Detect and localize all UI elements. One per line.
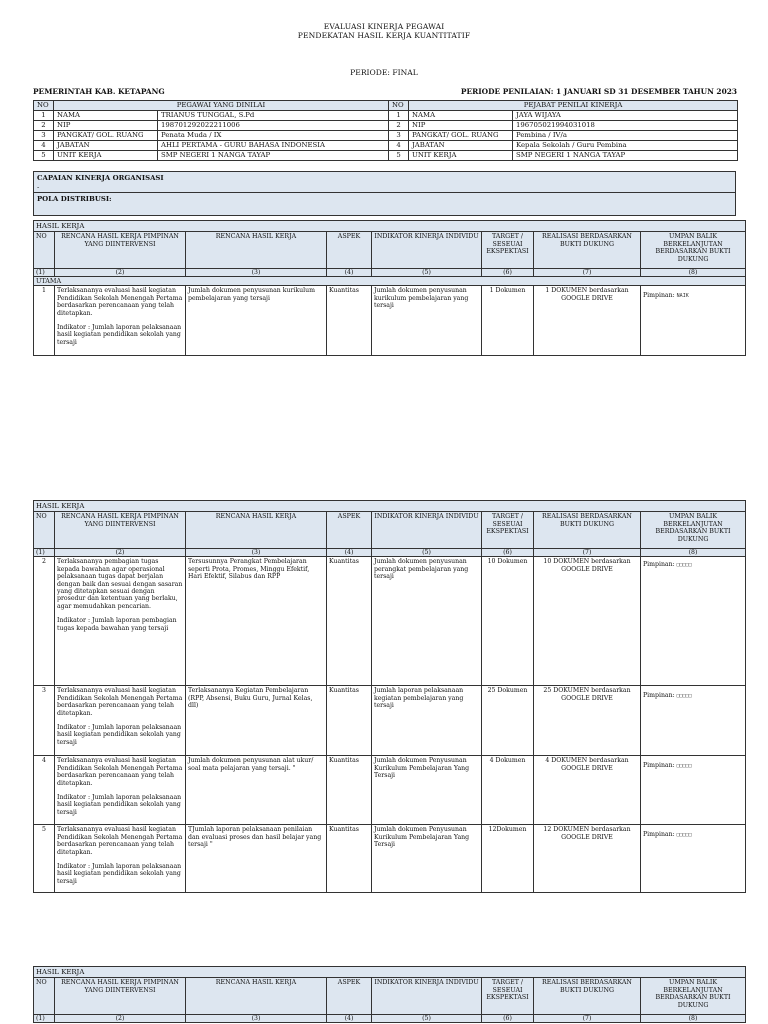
row-umpan-balik <box>641 825 746 893</box>
row-indikator: Jumlah dokumen penyusunan kurikulum pembelajaran yang tersaji <box>372 286 482 356</box>
pegawai-header: PEGAWAI YANG DINILAI <box>54 101 389 111</box>
col-number: (3) <box>186 549 327 557</box>
col-rhk-header: RENCANA HASIL KERJA <box>186 232 327 269</box>
pejabat-value: 196705021994031018 <box>513 121 738 131</box>
col-aspek-header: ASPEK <box>327 978 372 1015</box>
group-row-utama <box>34 277 746 286</box>
row-aspek: Kuantitas <box>327 825 372 893</box>
identity-label: JABATAN <box>54 141 158 151</box>
col-number: (2) <box>55 1015 186 1023</box>
row-rhk-pimpinan <box>55 825 186 893</box>
col-rhk-pimpinan-header: RENCANA HASIL KERJA PIMPINAN YANG DIINTERVENSI <box>55 978 186 1015</box>
col-realisasi-header: REALISASI BERDASARKAN BUKTI DUKUNG <box>534 512 641 549</box>
col-rhk-pimpinan-header: RENCANA HASIL KERJA PIMPINAN YANG DIINTERVENSI <box>55 232 186 269</box>
col-umpan-balik-header: UMPAN BALIK BERKELANJUTAN BERDASARKAN BUKTI DUKUNG <box>641 978 746 1015</box>
column-header-row <box>34 512 746 549</box>
instansi-label: PEMERINTAH KAB. KETAPANG <box>33 87 165 96</box>
identity-no: 1 <box>34 111 54 121</box>
row-indikator: Jumlah dokumen Penyusunan Kurikulum Pembelajaran Yang Tersaji <box>372 756 482 825</box>
feedback-value: □□□□□ <box>676 763 692 770</box>
identity-no: 3 <box>34 131 54 141</box>
col-number: (2) <box>55 269 186 277</box>
row-no: 3 <box>34 686 55 756</box>
row-rhk: Terlaksananya Kegiatan Pembelajaran (RPP, Absensi, Buku Guru, Jurnal Kelas, dll) <box>186 686 327 756</box>
col-no-header: NO <box>34 978 55 1015</box>
col-realisasi-header: REALISASI BERDASARKAN BUKTI DUKUNG <box>534 232 641 269</box>
table-row <box>34 286 746 356</box>
column-number-row <box>34 269 746 277</box>
col-number: (4) <box>327 269 372 277</box>
col-aspek-header: ASPEK <box>327 232 372 269</box>
col-indikator-header: INDIKATOR KINERJA INDIVIDU <box>372 232 482 269</box>
document-title: EVALUASI KINERJA PEGAWAI <box>323 22 445 31</box>
row-target: 10 Dokumen <box>482 557 534 686</box>
col-number: (6) <box>482 269 534 277</box>
col-no-header: NO <box>34 512 55 549</box>
pegawai-value: TRIANUS TUNGGAL, S.Pd <box>158 111 389 121</box>
row-indikator: Jumlah dokumen Penyusunan Kurikulum Pembelajaran Yang Tersaji <box>372 825 482 893</box>
col-number: (7) <box>534 1015 641 1023</box>
rhk-pimpinan-indikator: Indikator : Jumlah laporan pelaksanaan hasil kegiatan pendidikan sekolah yang tersaji <box>57 724 182 746</box>
table-row <box>34 756 746 825</box>
pola-distribusi-label: POLA DISTRIBUSI: <box>37 195 112 203</box>
pegawai-value: 198701292022211006 <box>158 121 389 131</box>
hasil-kerja-title-row <box>34 501 746 512</box>
col-rhk-pimpinan-header: RENCANA HASIL KERJA PIMPINAN YANG DIINTERVENSI <box>55 512 186 549</box>
column-header-row <box>34 978 746 1015</box>
feedback-label: Pimpinan: <box>643 762 675 770</box>
row-target: 1 Dokumen <box>482 286 534 356</box>
col-number: (1) <box>34 1015 55 1023</box>
pejabat-value: SMP NEGERI 1 NANGA TAYAP <box>513 151 738 161</box>
col-realisasi-header: REALISASI BERDASARKAN BUKTI DUKUNG <box>534 978 641 1015</box>
row-target: 25 Dokumen <box>482 686 534 756</box>
hasil-kerja-title: HASIL KERJA <box>34 501 746 512</box>
pegawai-value: SMP NEGERI 1 NANGA TAYAP <box>158 151 389 161</box>
identity-no: 4 <box>389 141 409 151</box>
row-rhk-pimpinan <box>55 686 186 756</box>
hasil-kerja-table <box>33 966 746 1023</box>
col-number: (4) <box>327 549 372 557</box>
capaian-kinerja-value: - <box>37 183 40 191</box>
identity-row <box>34 111 738 121</box>
row-umpan-balik <box>641 557 746 686</box>
row-no: 4 <box>34 756 55 825</box>
feedback-value: □□□□□ <box>676 693 692 700</box>
group-label-utama: UTAMA <box>34 277 746 286</box>
row-rhk-pimpinan <box>55 286 186 356</box>
row-no: 1 <box>34 286 55 356</box>
row-aspek: Kuantitas <box>327 686 372 756</box>
identity-no: 2 <box>34 121 54 131</box>
periode-label: PERIODE: FINAL <box>350 68 418 77</box>
col-number: (5) <box>372 1015 482 1023</box>
identity-header-row <box>34 101 738 111</box>
col-rhk-header: RENCANA HASIL KERJA <box>186 978 327 1015</box>
col-number: (4) <box>327 1015 372 1023</box>
identity-row <box>34 141 738 151</box>
col-number: (2) <box>55 549 186 557</box>
col-indikator-header: INDIKATOR KINERJA INDIVIDU <box>372 978 482 1015</box>
hasil-kerja-title: HASIL KERJA <box>34 967 746 978</box>
row-realisasi: 10 DOKUMEN berdasarkan GOOGLE DRIVE <box>534 557 641 686</box>
row-umpan-balik <box>641 686 746 756</box>
feedback-label: Pimpinan: <box>643 692 675 700</box>
col-number: (3) <box>186 269 327 277</box>
identity-label: UNIT KERJA <box>54 151 158 161</box>
hasil-kerja-table <box>33 220 746 356</box>
rhk-pimpinan-indikator: Indikator : Jumlah laporan pelaksanaan hasil kegiatan pendidikan sekolah yang tersaji <box>57 794 182 816</box>
row-rhk-pimpinan <box>55 557 186 686</box>
column-header-row <box>34 232 746 269</box>
hasil-kerja-title-row <box>34 967 746 978</box>
col-number: (1) <box>34 549 55 557</box>
rhk-pimpinan-indikator: Indikator : Jumlah laporan pembagian tugas kepada bawahan yang tersaji <box>57 617 177 632</box>
row-aspek: Kuantitas <box>327 286 372 356</box>
capaian-kinerja-box <box>33 171 736 216</box>
col-number: (5) <box>372 549 482 557</box>
row-rhk-pimpinan <box>55 756 186 825</box>
rhk-pimpinan-text: Terlaksananya pembagian tugas kepada bawahan agar operasional pelaksanaan tugas dapat berjalan dengan baik dan sesuai dengan sasaran yang ditetapkan sesuai dengan prosedur dan ketentuan yang berlaku, agar memudahkan pencarian. <box>57 558 183 610</box>
col-umpan-balik-header: UMPAN BALIK BERKELANJUTAN BERDASARKAN BUKTI DUKUNG <box>641 232 746 269</box>
row-indikator: Jumlah dokumen penyusunan perangkat pembelajaran yang tersaji <box>372 557 482 686</box>
document-header <box>0 22 768 40</box>
periode-penilaian-label: PERIODE PENILAIAN: 1 JANUARI SD 31 DESEMBER TAHUN 2023 <box>460 87 737 96</box>
identity-no-header-2: NO <box>389 101 409 111</box>
identity-label: UNIT KERJA <box>409 151 513 161</box>
pejabat-value: Kepala Sekolah / Guru Pembina <box>513 141 738 151</box>
row-realisasi: 4 DOKUMEN berdasarkan GOOGLE DRIVE <box>534 756 641 825</box>
col-number: (3) <box>186 1015 327 1023</box>
identity-label: NIP <box>54 121 158 131</box>
identity-label: PANGKAT/ GOL. RUANG <box>409 131 513 141</box>
pejabat-value: Pembina / IV/a <box>513 131 738 141</box>
rhk-pimpinan-indikator: Indikator : Jumlah laporan pelaksanaan hasil kegiatan pendidikan sekolah yang tersaji <box>57 324 182 346</box>
row-rhk: Tersusunnya Perangkat Pembelajaran seperti Prota, Promes, Minggu Efektif, Hari Efektif, Silabus dan RPP <box>186 557 327 686</box>
column-number-row <box>34 549 746 557</box>
identity-row <box>34 121 738 131</box>
col-number: (6) <box>482 1015 534 1023</box>
feedback-label: Pimpinan: <box>643 831 675 839</box>
col-no-header: NO <box>34 232 55 269</box>
row-rhk: TJumlah laporan pelaksanaan penilaian dan evaluasi proses dan hasil belajar yang tersaji " <box>186 825 327 893</box>
feedback-value: □□□□□ <box>676 562 692 569</box>
identity-row <box>34 131 738 141</box>
rhk-pimpinan-text: Terlaksananya evaluasi hasil kegiatan Pendidikan Sekolah Menengah Pertama berdasarkan perencanaan yang telah ditetapkan. <box>57 287 183 317</box>
capaian-kinerja-label: CAPAIAN KINERJA ORGANISASI <box>37 174 164 182</box>
identity-label: NAMA <box>54 111 158 121</box>
row-aspek: Kuantitas <box>327 557 372 686</box>
rhk-pimpinan-text: Terlaksananya evaluasi hasil kegiatan Pendidikan Sekolah Menengah Pertama berdasarkan perencanaan yang telah ditetapkan. <box>57 687 183 717</box>
col-number: (8) <box>641 269 746 277</box>
feedback-label: Pimpinan: <box>643 561 675 569</box>
row-realisasi: 12 DOKUMEN berdasarkan GOOGLE DRIVE <box>534 825 641 893</box>
pejabat-header: PEJABAT PENILAI KINERJA <box>409 101 738 111</box>
row-umpan-balik <box>641 756 746 825</box>
col-number: (7) <box>534 549 641 557</box>
row-rhk: Jumlah dokumen penyusunan alat ukur/ soal mata pelajaran yang tersaji. " <box>186 756 327 825</box>
col-number: (1) <box>34 269 55 277</box>
column-number-row <box>34 1015 746 1023</box>
feedback-value: □□□□□ <box>676 832 692 839</box>
row-target: 4 Dokumen <box>482 756 534 825</box>
col-number: (6) <box>482 549 534 557</box>
row-no: 5 <box>34 825 55 893</box>
row-indikator: Jumlah laporan pelaksanaan kegiatan pembelajaran yang tersaji <box>372 686 482 756</box>
col-target-header: TARGET / SESEUAI EKSPEKTASI <box>482 978 534 1015</box>
identity-label: NAMA <box>409 111 513 121</box>
identity-label: JABATAN <box>409 141 513 151</box>
identity-label: PANGKAT/ GOL. RUANG <box>54 131 158 141</box>
row-rhk: Jumlah dokumen penyusunan kurikulum pembelajaran yang tersaji <box>186 286 327 356</box>
hasil-kerja-title-row <box>34 221 746 232</box>
pegawai-value: AHLI PERTAMA - GURU BAHASA INDONESIA <box>158 141 389 151</box>
document-subtitle: PENDEKATAN HASIL KERJA KUANTITATIF <box>297 31 471 40</box>
hasil-kerja-title: HASIL KERJA <box>34 221 746 232</box>
col-rhk-header: RENCANA HASIL KERJA <box>186 512 327 549</box>
col-number: (7) <box>534 269 641 277</box>
row-realisasi: 25 DOKUMEN berdasarkan GOOGLE DRIVE <box>534 686 641 756</box>
col-aspek-header: ASPEK <box>327 512 372 549</box>
col-umpan-balik-header: UMPAN BALIK BERKELANJUTAN BERDASARKAN BUKTI DUKUNG <box>641 512 746 549</box>
row-realisasi: 1 DOKUMEN berdasarkan GOOGLE DRIVE <box>534 286 641 356</box>
identity-no: 5 <box>34 151 54 161</box>
row-aspek: Kuantitas <box>327 756 372 825</box>
row-target: 12Dokumen <box>482 825 534 893</box>
col-number: (8) <box>641 1015 746 1023</box>
identity-row <box>34 151 738 161</box>
pegawai-value: Penata Muda / IX <box>158 131 389 141</box>
pejabat-value: JAYA WIJAYA <box>513 111 738 121</box>
rhk-pimpinan-text: Terlaksananya evaluasi hasil kegiatan Pendidikan Sekolah Menengah Pertama berdasarkan perencanaan yang telah ditetapkan. <box>57 826 183 856</box>
hasil-kerja-table <box>33 500 746 893</box>
identity-no: 3 <box>389 131 409 141</box>
feedback-label: Pimpinan: <box>643 292 675 300</box>
identity-no: 2 <box>389 121 409 131</box>
rhk-pimpinan-indikator: Indikator : Jumlah laporan pelaksanaan hasil kegiatan pendidikan sekolah yang tersaji <box>57 863 182 885</box>
rhk-pimpinan-text: Terlaksananya evaluasi hasil kegiatan Pendidikan Sekolah Menengah Pertama berdasarkan perencanaan yang telah ditetapkan. <box>57 757 183 787</box>
table-row <box>34 825 746 893</box>
feedback-value: NAIK <box>676 293 689 300</box>
identity-label: NIP <box>409 121 513 131</box>
divider <box>34 192 735 193</box>
identity-no: 5 <box>389 151 409 161</box>
col-number: (5) <box>372 269 482 277</box>
row-umpan-balik <box>641 286 746 356</box>
table-row <box>34 686 746 756</box>
table-row <box>34 557 746 686</box>
identity-table <box>33 100 738 161</box>
identity-no: 1 <box>389 111 409 121</box>
row-no: 2 <box>34 557 55 686</box>
identity-no: 4 <box>34 141 54 151</box>
col-target-header: TARGET / SESEUAI EKSPEKTASI <box>482 232 534 269</box>
identity-no-header: NO <box>34 101 54 111</box>
col-number: (8) <box>641 549 746 557</box>
col-indikator-header: INDIKATOR KINERJA INDIVIDU <box>372 512 482 549</box>
col-target-header: TARGET / SESEUAI EKSPEKTASI <box>482 512 534 549</box>
